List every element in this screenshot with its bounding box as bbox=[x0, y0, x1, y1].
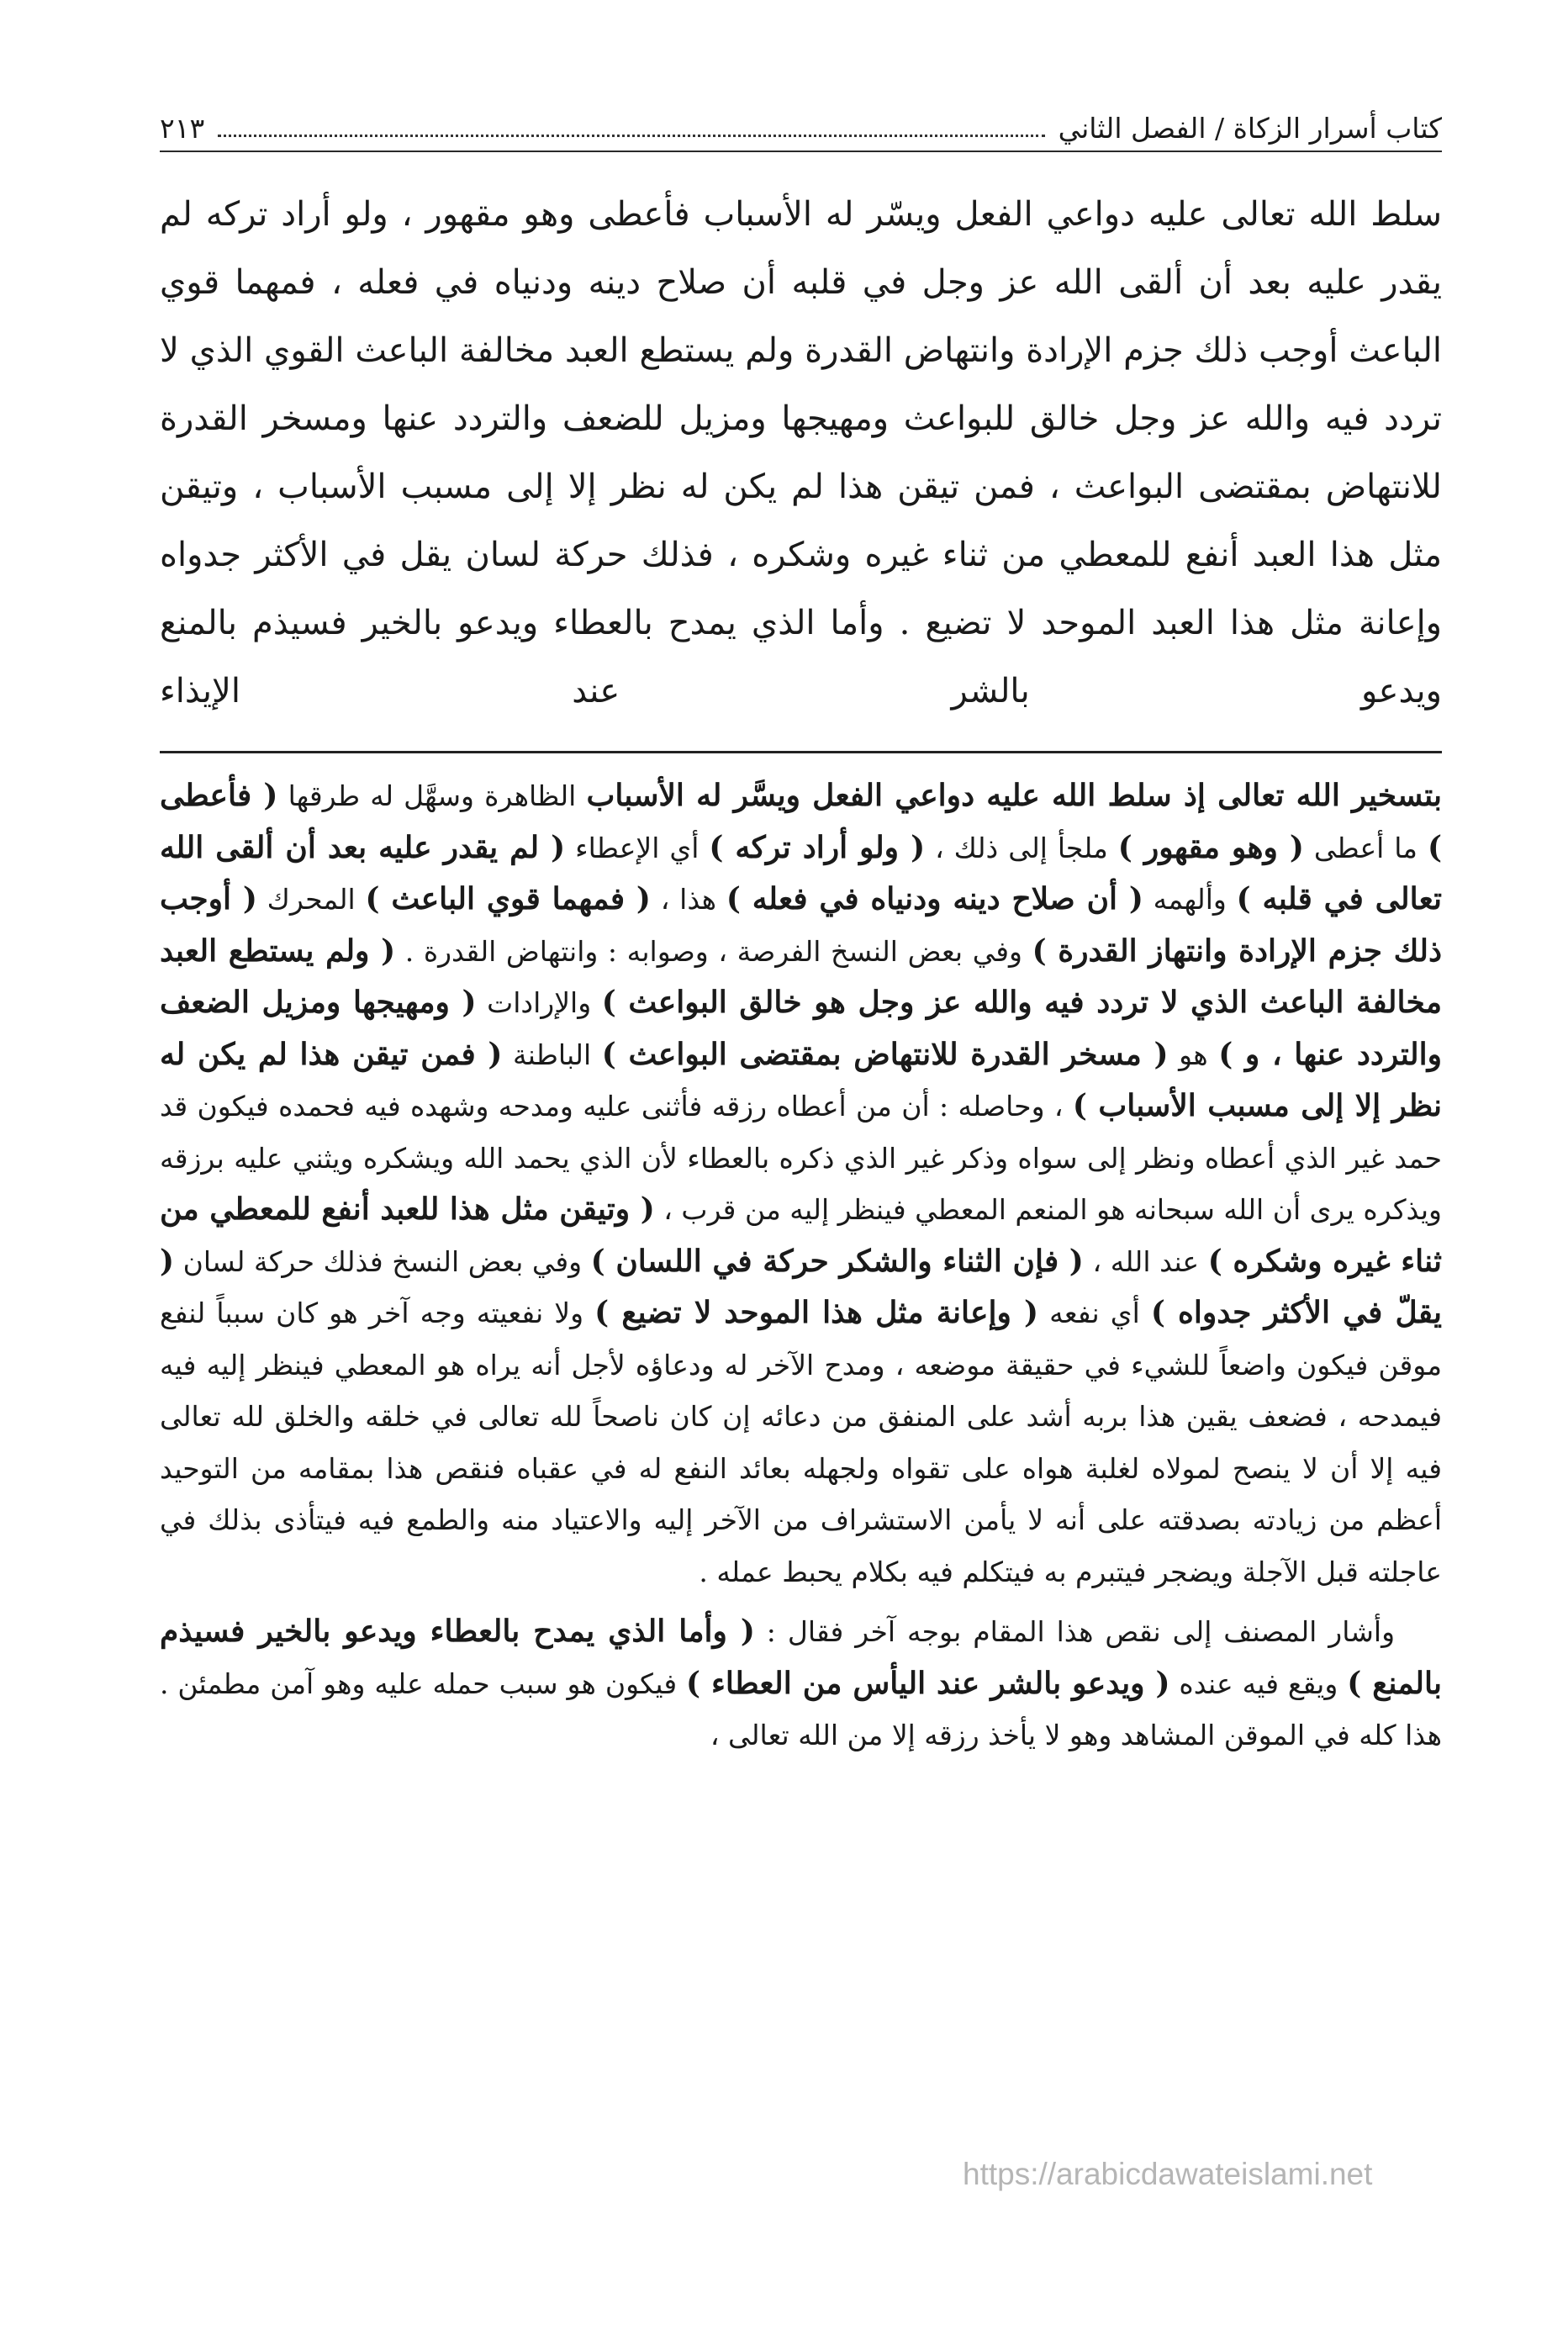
quoted-matn-text: ( أن صلاح دينه ودنياه في فعله ) bbox=[726, 881, 1143, 917]
quoted-matn-text: ( فمهما قوي الباعث ) bbox=[365, 881, 651, 917]
quoted-matn-text: ( أوجب ذلك جزم الإرادة وانتهاز القدرة ) bbox=[160, 881, 1442, 969]
quoted-matn-text: بتسخير الله تعالى إذ سلط الله عليه دواعي الفعل ويسَّر له الأسباب bbox=[586, 778, 1442, 813]
commentary-text: ملجأ إلى ذلك ، bbox=[925, 831, 1118, 864]
footnote-separator bbox=[160, 751, 1442, 753]
running-header bbox=[160, 80, 1442, 152]
quoted-matn-text: ( فمن تيقن هذا لم يكن له نظر إلا إلى مسبب الأسباب ) bbox=[160, 1036, 1442, 1123]
commentary-paragraph bbox=[160, 770, 1442, 1598]
page-number: ٢١٣ bbox=[160, 112, 205, 145]
commentary-text: ما أعطى bbox=[1303, 831, 1428, 864]
commentary-text: وفي بعض النسخ الفرصة ، وصوابه : وانتهاض القدرة . bbox=[395, 934, 1032, 968]
quoted-matn-text: ( وتيقن مثل هذا للعبد أنفع للمعطي من ثناء غيره وشكره ) bbox=[160, 1191, 1442, 1279]
commentary-text: ، وحاصله : أن من أعطاه رزقه فأثنى عليه ومدحه وشهده فيه فحمده فيكون قد حمد غير الذي أعطاه ونظر إلى سواه وذكر غير الذي ذكره بالعطاء لأن الذي يحمد الله ويشكره ويثني عليه برزقه ويذكره يرى أن الله سبحانه هو المنعم المعطي فينظر إليه من قرب ، bbox=[160, 1090, 1442, 1226]
quoted-matn-text: ( ولو أراد تركه ) bbox=[709, 829, 926, 865]
quoted-matn-text: ( ولم يستطع العبد مخالفة الباعث الذي لا تردد فيه والله عز وجل هو خالق البواعث ) bbox=[160, 932, 1442, 1020]
quoted-matn-text: ( ويدعو بالشر عند اليأس من العطاء ) bbox=[686, 1665, 1170, 1701]
commentary-text: وألهمه bbox=[1143, 883, 1237, 916]
quoted-matn-text: ( وهو مقهور ) bbox=[1117, 829, 1304, 865]
commentary-text: فيكون هو سبب حمله عليه وهو آمن مطمئن . هذا كله في الموقن المشاهد وهو لا يأخذ رزقه إلا من الله تعالى ، bbox=[160, 1667, 1442, 1751]
commentary-text: ولا نفعيته وجه آخر هو كان سبباً لنفع موقن فيكون واضعاً للشيء في حقيقة موضعه ، ومدح الآخر له ودعاؤه لأجل أنه يراه هو المعطي فينظر إليه فيه فيمدحه ، فضعف يقين هذا بربه أشد على المنفق من دعائه إن كان ناصحاً لله تعالى في خلقه والخلق لله تعالى فيه إلا أن لا ينصح لمولاه لغلبة هواه على تقواه ولجهله بعائد النفع له في عقباه فنقص هذا بمقامه من التوحيد أعظم من زيادته بصدقته على أنه لا يأمن الاستشراف من الآخر إليه والاعتياد منه والطمع فيه فيتأذى بذلك في عاجلته قبل الآجلة ويضجر فيتبرم به فيتكلم فيه بكلام يحبط عمله . bbox=[160, 1297, 1442, 1588]
quoted-matn-text: ( فأعطى ) bbox=[160, 778, 1442, 865]
commentary-text: هو bbox=[1168, 1038, 1219, 1071]
header-dot-leader bbox=[218, 135, 1044, 137]
main-text: سلط الله تعالى عليه دواعي الفعل ويسّر له الأسباب فأعطى وهو مقهور ، ولو أراد تركه لم يقدر عليه بعد أن ألقى الله عز وجل في قلبه أن صلاح دينه ودنياه في فعله ، فمهما قوي الباعث أوجب ذلك جزم الإرادة وانتهاض القدرة ولم يستطع العبد مخالفة الباعث القوي الذي لا تردد فيه والله عز وجل خالق للبواعث ومهيجها ومزيل للضعف والتردد عنها ومسخر القدرة للانتهاض بمقتضى البواعث ، فمن تيقن هذا لم يكن له نظر إلا إلى مسبب الأسباب ، وتيقن مثل هذا العبد أنفع للمعطي من ثناء غيره وشكره ، فذلك حركة لسان يقل في الأكثر جدواه وإعانة مثل هذا العبد الموحد لا تضيع . وأما الذي يمدح بالعطاء ويدعو بالخير فسيذم بالمنع ويدعو بالشر عند الإيذاء bbox=[160, 195, 1442, 711]
quoted-matn-text: ( لم يقدر عليه بعد أن ألقى الله تعالى في قلبه ) bbox=[160, 829, 1442, 917]
book-page bbox=[160, 80, 1442, 2232]
commentary-text: هذا ، bbox=[650, 883, 726, 916]
commentary-text: أي الإعطاء bbox=[565, 831, 710, 864]
quoted-matn-text: ( وأما الذي يمدح بالعطاء ويدعو بالخير فسيذم بالمنع ) bbox=[160, 1614, 1442, 1701]
quoted-matn-text: ( فإن الثناء والشكر حركة في اللسان ) bbox=[590, 1243, 1084, 1279]
commentary-text: ويقع فيه عنده bbox=[1169, 1667, 1348, 1700]
quoted-matn-text: ( يقلّ في الأكثر جدواه ) bbox=[160, 1243, 1442, 1330]
commentary bbox=[160, 770, 1442, 1918]
commentary-text: عند الله ، bbox=[1083, 1244, 1208, 1278]
commentary-text: وفي بعض النسخ فذلك حركة لسان bbox=[174, 1244, 591, 1278]
quoted-matn-text: ( وإعانة مثل هذا الموحد لا تضيع ) bbox=[594, 1295, 1039, 1330]
commentary-text: أي نفعه bbox=[1038, 1297, 1151, 1329]
commentary-text: المحرك bbox=[256, 883, 366, 916]
commentary-text: الظاهرة وسهَّل له طرقها bbox=[277, 779, 587, 812]
commentary-text: والإرادات bbox=[476, 986, 602, 1019]
site-watermark: https://arabicdawateislami.net bbox=[963, 2157, 1373, 2191]
commentary-text: الباطنة bbox=[502, 1038, 602, 1071]
quoted-matn-text: ( ومهيجها ومزيل الضعف والتردد عنها ، و ) bbox=[160, 985, 1442, 1072]
commentary-text: وأشار المصنف إلى نقص هذا المقام بوجه آخر فقال : bbox=[754, 1615, 1396, 1648]
commentary-paragraph bbox=[160, 1606, 1442, 1762]
chapter-title: كتاب أسرار الزكاة / الفصل الثاني bbox=[1058, 112, 1442, 145]
quoted-matn-text: ( مسخر القدرة للانتهاض بمقتضى البواعث ) bbox=[601, 1036, 1169, 1072]
